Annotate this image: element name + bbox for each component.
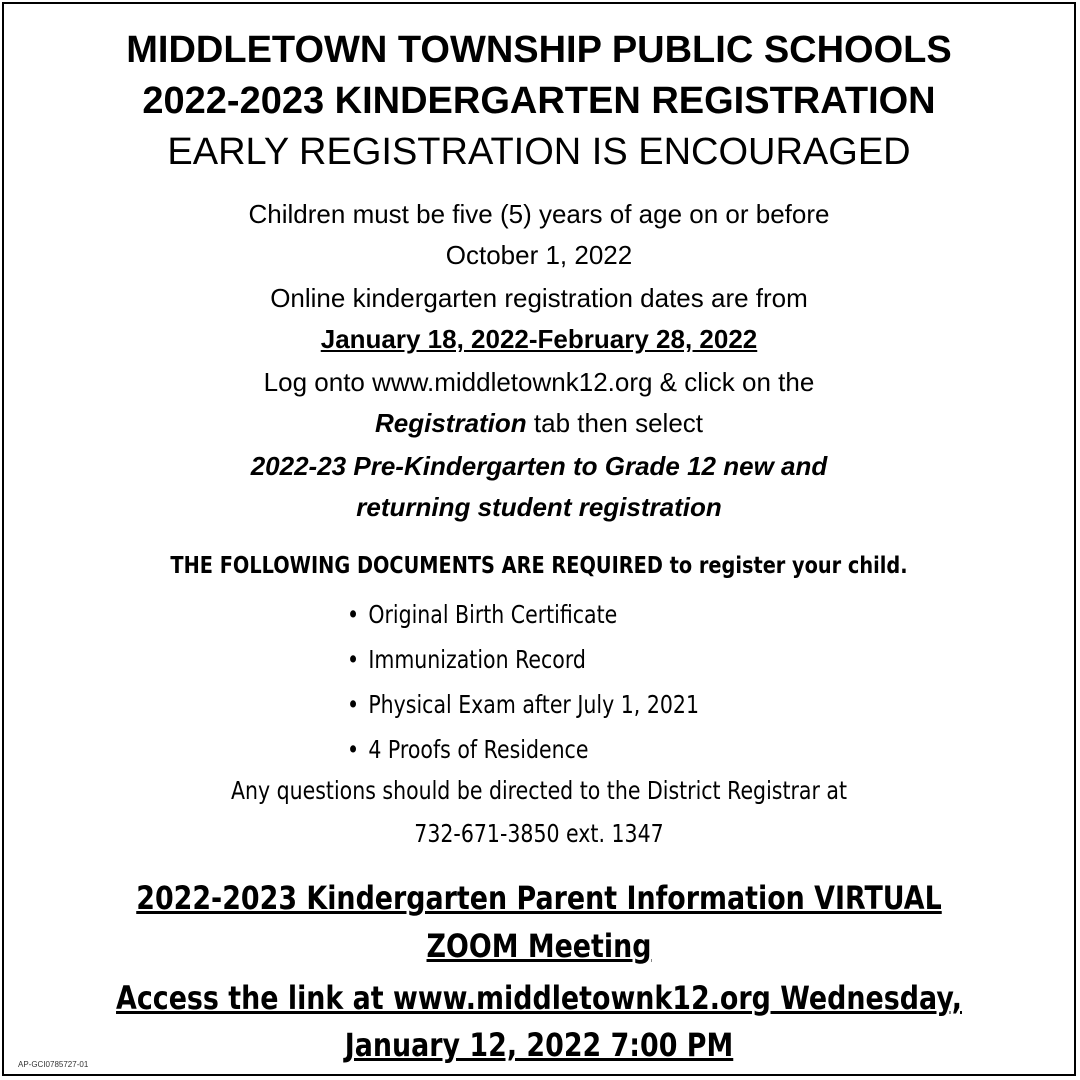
announcement-frame bbox=[2, 2, 1076, 1076]
bullet-icon: • bbox=[347, 600, 360, 629]
meeting-link-line: Access the link at www.middletownk12.org Wednesday, bbox=[116, 979, 962, 1017]
contact-line-1: Any questions should be directed to the District Registrar at bbox=[230, 776, 848, 805]
ad-number: AP-GCI0785727-01 bbox=[18, 1060, 89, 1069]
registration-dates-range: January 18, 2022-February 28, 2022 bbox=[320, 324, 758, 354]
instructions-line-1: Log onto www.middletownk12.org & click on the bbox=[263, 367, 815, 397]
documents-list bbox=[347, 592, 776, 772]
bullet-icon: • bbox=[347, 735, 360, 764]
meeting-title-line-2: ZOOM Meeting bbox=[426, 927, 652, 965]
documents-heading: THE FOLLOWING DOCUMENTS ARE REQUIRED to register your child. bbox=[170, 553, 908, 579]
document-item: • Physical Exam after July 1, 2021 bbox=[347, 682, 699, 727]
school-name-heading: MIDDLETOWN TOWNSHIP PUBLIC SCHOOLS bbox=[126, 29, 952, 71]
early-registration-heading: EARLY REGISTRATION IS ENCOURAGED bbox=[167, 131, 911, 173]
registration-tab-name: Registration bbox=[374, 408, 527, 438]
document-item: • Original Birth Certificate bbox=[347, 592, 699, 637]
bullet-icon: • bbox=[347, 690, 360, 719]
contact-phone: 732-671-3850 ext. 1347 bbox=[414, 819, 664, 848]
eligibility-line-2: October 1, 2022 bbox=[445, 240, 633, 270]
meeting-title-line-1: 2022-2023 Kindergarten Parent Information VIRTUAL bbox=[136, 879, 942, 917]
meeting-datetime: January 12, 2022 7:00 PM bbox=[344, 1026, 734, 1064]
registration-dates-intro: Online kindergarten registration dates are from bbox=[270, 283, 808, 313]
document-item: • 4 Proofs of Residence bbox=[347, 727, 699, 772]
registration-title-heading: 2022-2023 KINDERGARTEN REGISTRATION bbox=[142, 80, 936, 122]
registration-option-line-1: 2022-23 Pre-Kindergarten to Grade 12 new and bbox=[250, 451, 828, 481]
document-item: • Immunization Record bbox=[347, 637, 699, 682]
instructions-line-2 bbox=[4, 407, 1074, 439]
bullet-icon: • bbox=[347, 645, 360, 674]
eligibility-line-1: Children must be five (5) years of age on or before bbox=[248, 199, 830, 229]
registration-tab-suffix: tab then select bbox=[526, 408, 704, 438]
registration-option-line-2: returning student registration bbox=[356, 492, 722, 522]
